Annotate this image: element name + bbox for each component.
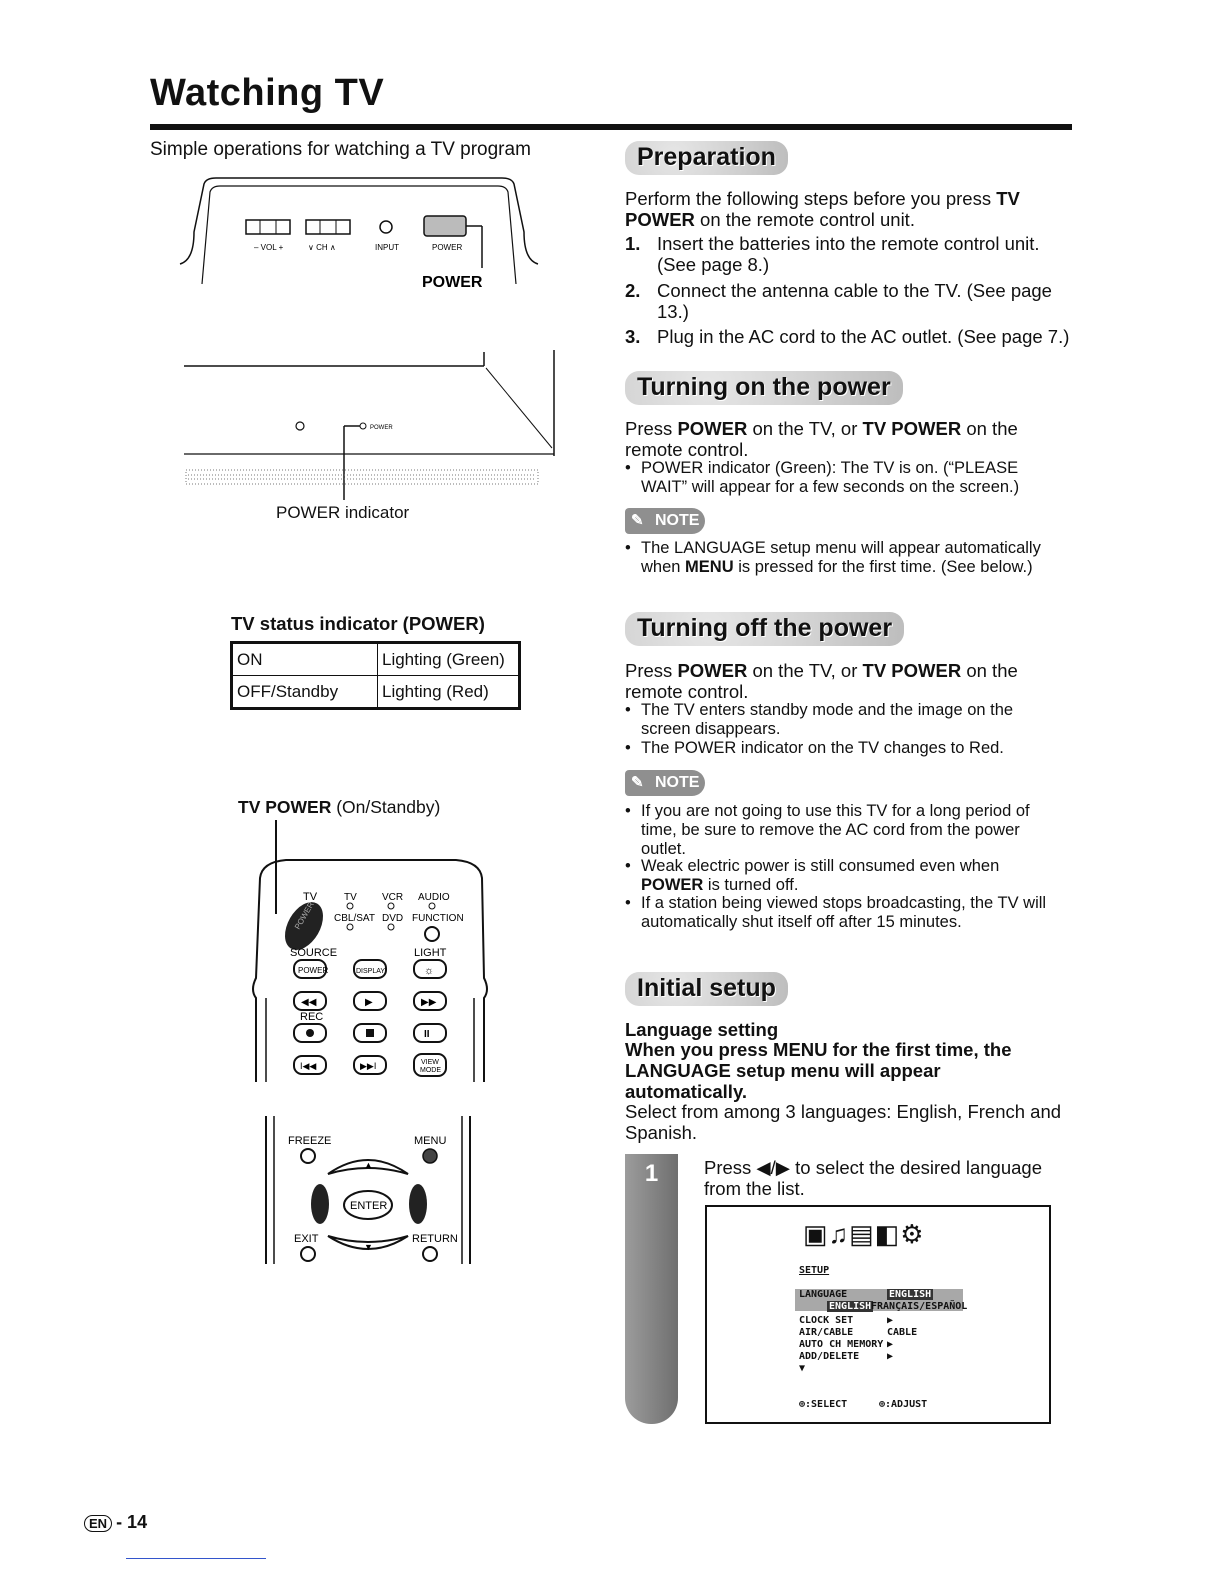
remote-caption-bold: TV POWER: [238, 797, 332, 817]
turning-off-text: Press POWER on the TV, or TV POWER on the remote control.: [625, 660, 1018, 702]
step-text: 13.): [657, 301, 689, 322]
table-row: [232, 676, 520, 709]
osd-item-label[interactable]: CLOCK SET: [799, 1315, 854, 1326]
list-item: • The LANGUAGE setup menu will appear automatically when MENU is pressed for the first time. (See below.): [625, 539, 1081, 577]
osd-language-label[interactable]: LANGUAGE: [799, 1289, 848, 1300]
osd-select-hint: ⊕:SELECT: [799, 1399, 848, 1410]
osd-option-other[interactable]: FRANÇAIS/ESPAÑOL: [871, 1301, 968, 1312]
step-number: 1: [644, 1160, 659, 1187]
status-table-title: TV status indicator (POWER): [231, 613, 485, 634]
remote-upper-illustration: [246, 818, 496, 1088]
svg-text:▲: ▲: [364, 1160, 373, 1170]
list-item: • If a station being viewed stops broadcasting, the TV will automatically shut itself off after 15 minutes.: [625, 894, 1081, 932]
language-badge: EN: [84, 1515, 112, 1532]
tv-control-panel-illustration: [176, 172, 542, 296]
remote-power-key-label: POWER: [298, 966, 329, 975]
preparation-steps: [625, 233, 1075, 353]
pencil-icon: ✎: [631, 774, 644, 791]
list-item: • The TV enters standby mode and the image on the screen disappears.: [625, 701, 1071, 739]
remote-dvd-label: DVD: [382, 913, 404, 924]
osd-item-value: ▶: [887, 1315, 894, 1326]
list-item: • If you are not going to use this TV for a long period of time, be sure to remove the AC cord from the power outlet.: [625, 802, 1081, 859]
power-button-label: POWER: [292, 900, 316, 931]
tv-front-illustration: [180, 348, 562, 504]
remote-caption: [238, 797, 440, 818]
preparation-intro: Perform the following steps before you press TV POWER on the remote control unit.: [625, 188, 1020, 230]
remote-freeze-label: FREEZE: [288, 1135, 332, 1147]
list-item: • POWER indicator (Green): The TV is on. (“PLEASE WAIT” will appear for a few seconds on the screen.): [625, 459, 1071, 497]
remote-function-label: FUNCTION: [412, 913, 464, 924]
remote-light-label: LIGHT: [414, 947, 447, 959]
option-icon: ◧: [874, 1219, 901, 1249]
table-cell: ON: [232, 643, 378, 676]
osd-item-label[interactable]: AUTO CH MEMORY: [799, 1339, 884, 1350]
table-cell: Lighting (Green): [378, 643, 520, 676]
page-subtitle: Simple operations for watching a TV program: [150, 139, 531, 160]
osd-more-indicator: ▼: [799, 1363, 806, 1374]
remote-mode-label: MODE: [420, 1067, 441, 1074]
svg-text:▼: ▼: [364, 1242, 373, 1252]
input-label: INPUT: [375, 243, 399, 252]
remote-lower-illustration: [262, 1112, 476, 1268]
power-callout: POWER: [422, 274, 483, 291]
language-setting-subheading: Language setting: [625, 1019, 779, 1040]
footer-rule: [126, 1558, 266, 1559]
turning-on-heading: Turning on the power: [625, 371, 903, 405]
front-power-label: POWER: [370, 425, 393, 431]
osd-setup-title: SETUP: [799, 1265, 830, 1276]
power-icon: ▤: [849, 1219, 875, 1249]
remote-exit-label: EXIT: [294, 1233, 319, 1245]
remote-enter-label: ENTER: [350, 1200, 388, 1212]
table-row: [232, 643, 520, 676]
osd-item-label[interactable]: ADD/DELETE: [799, 1351, 860, 1362]
remote-rec-label: REC: [300, 1011, 324, 1023]
svg-text:I◀◀: I◀◀: [300, 1061, 317, 1071]
remote-view-label: VIEW: [421, 1059, 439, 1066]
svg-text:▶▶I: ▶▶I: [360, 1061, 377, 1071]
initial-setup-bold-text: When you press MENU for the first time, the LANGUAGE setup menu will appear automatically.: [625, 1039, 1012, 1102]
table-cell: OFF/Standby: [232, 676, 378, 709]
remote-cbl-label: CBL/SAT: [334, 913, 375, 924]
initial-setup-heading: Initial setup: [625, 972, 788, 1006]
osd-adjust-hint: ⊕:ADJUST: [879, 1399, 928, 1410]
step-number: 3.: [625, 326, 641, 347]
audio-icon: ♫: [828, 1219, 850, 1249]
step-text: Insert the batteries into the remote control unit.: [657, 233, 1040, 254]
step-number: 2.: [625, 280, 641, 301]
menu-icons: [803, 1219, 925, 1250]
step-bar: [625, 1154, 678, 1424]
power-indicator-caption: POWER indicator: [276, 503, 410, 522]
pencil-icon: ✎: [631, 512, 644, 529]
title-rule: [150, 124, 1072, 130]
status-table: [230, 641, 521, 710]
osd-item-value: CABLE: [887, 1327, 918, 1338]
remote-display-key-label: DISPLAY: [356, 968, 386, 975]
power-label: POWER: [432, 243, 463, 252]
step-number: 1.: [625, 233, 641, 254]
note-badge: ✎ NOTE: [625, 508, 705, 534]
page-title: Watching TV: [150, 72, 385, 114]
list-item: • The POWER indicator on the TV changes to Red.: [625, 739, 1071, 758]
osd-item-value: ▶: [887, 1351, 894, 1362]
table-cell: Lighting (Red): [378, 676, 520, 709]
svg-text:▶: ▶: [365, 997, 373, 1008]
remote-source-label: SOURCE: [290, 947, 338, 959]
step-instruction: Press ◀/▶ to select the desired language from the list.: [704, 1157, 1043, 1199]
osd-language-value[interactable]: ENGLISH: [889, 1289, 932, 1300]
preparation-heading: Preparation: [625, 141, 788, 175]
step-text: (See page 8.): [657, 254, 770, 275]
remote-audio-label: AUDIO: [418, 892, 450, 903]
vol-label: – VOL +: [254, 243, 284, 252]
picture-icon: ▣: [803, 1219, 829, 1249]
step-text: Plug in the AC cord to the AC outlet. (See page 7.): [657, 326, 1070, 347]
svg-text:◀◀: ◀◀: [301, 997, 317, 1008]
turning-on-text: Press POWER on the TV, or TV POWER on the remote control.: [625, 418, 1018, 460]
remote-tv2-label: TV: [344, 892, 357, 903]
setup-icon: ⚙: [900, 1219, 925, 1249]
remote-return-label: RETURN: [412, 1233, 458, 1245]
list-item: • Weak electric power is still consumed even when POWER is turned off.: [625, 857, 1081, 895]
turning-off-heading: Turning off the power: [625, 612, 904, 646]
ch-label: ∨ CH ∧: [308, 243, 336, 252]
page-number: EN - 14: [84, 1512, 147, 1533]
remote-vcr-label: VCR: [382, 892, 404, 903]
svg-text:II: II: [424, 1029, 430, 1040]
initial-setup-text: Select from among 3 languages: English, French and Spanish.: [625, 1101, 1062, 1143]
note-badge: ✎ NOTE: [625, 770, 705, 796]
remote-tv-label: TV: [303, 891, 318, 903]
osd-screen: [705, 1205, 1051, 1424]
osd-option-english[interactable]: ENGLISH: [829, 1301, 872, 1312]
svg-text:☼: ☼: [424, 965, 435, 977]
svg-text:▶▶: ▶▶: [421, 997, 437, 1008]
osd-item-label[interactable]: AIR/CABLE: [799, 1327, 854, 1338]
remote-caption-rest: (On/Standby): [331, 797, 441, 817]
remote-menu-label: MENU: [414, 1135, 447, 1147]
osd-item-value: ▶: [887, 1339, 894, 1350]
step-text: Connect the antenna cable to the TV. (See page: [657, 280, 1052, 301]
